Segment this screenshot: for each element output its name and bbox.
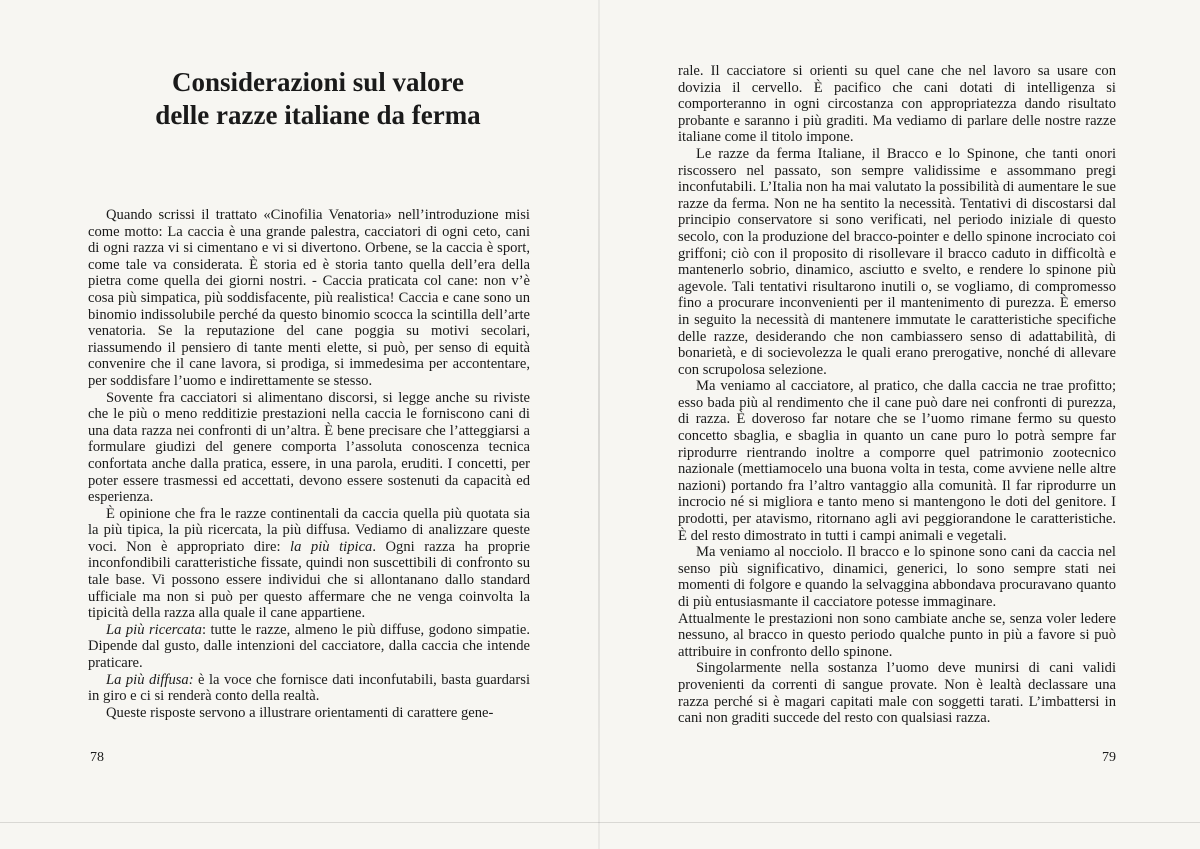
paragraph: rale. Il cacciatore si orienti su quel cane che nel lavoro sa usare con dovizia il cervello. È pacifico che cani dotati di intelligenza si comporteranno in ogni circostanza con appropriatezza dando risultato probante e saranno i più graditi. Ma vediamo di parlare delle nostre razze italiane come il titolo impone. — [678, 63, 1116, 146]
paragraph: La più ricercata: tutte le razze, almeno le più diffuse, godono simpatie. Dipende dal gusto, dalle intenzioni del cacciatore, dalla caccia che intende praticare. — [88, 621, 531, 672]
paragraph: Sovente fra cacciatori si alimentano discorsi, si legge anche su riviste che le più o meno redditizie prestazioni nella caccia le forniscono cani di una data razza nei confronti di un’altra. È bene precisare che l’atteggiarsi a formulare giudizi del genere comporta l’assoluta conoscenza tecnica confortata anche dalla pratica, essere, in una parola, eruditi. I concetti, per poter essere trasmessi ed accettati, devono essere sostenuti da capacità ed esperienza. — [88, 389, 530, 506]
page-number-right: 79 — [1102, 750, 1116, 765]
paragraph: Ma veniamo al cacciatore, al pratico, che dalla caccia ne trae profitto; esso bada più al rendimento che il cane può dare nei confronti di purezza, di razza. È doveroso far notare che se l’uomo rimane fermo su questo concetto sbaglia, e sbaglia in quanto un cane puro lo potrà sempre far riprodurre rientrando inoltre a comporre quel patrimonio zootecnico nazionale (mettiamocelo una buona volta in testa, come avviene nelle altre nazioni) portando fra l’altro vantaggio alla comunità. Il far riprodurre un incrocio né si migliora e tanto meno si mantengono le doti del genitore. I prodotti, per atavismo, ritornano agli avi peggiorandone le caratteristiche. È del resto dimostrato in tutti i campi animali e vegetali. — [678, 378, 1116, 544]
paragraph: Le razze da ferma Italiane, il Bracco e lo Spinone, che tanti onori riscossero nel passato, son sempre validissime e assommano pregi inconfutabili. L’Italia non ha mai valutato la possibilità di aumentare le sue razze da ferma. Non ne ha sentito la necessità. Tentativi di discostarsi dal principio conservatore si sono verificati, nel periodo iniziale di questo secolo, con la produzione del bracco-pointer e dello spinone incrociato coi griffoni; ciò con il proposito di risollevare il bracco caduto in difficoltà e mantenerlo sobrio, dinamico, asciutto e svelto, e rendere lo spinone più agevole. Tali tentativi risultarono inutili o, se vogliamo, di compromesso fino a procurare inconvenienti per il mantenimento di purezza. È emerso in seguito la necessità di mantenere immutate le caratteristiche specifiche delle razze, desiderando che non cambiassero senso di adattabilità, di bonarietà, e di socievolezza le quali erano prerogative, nonché di allevare con scrupolosa selezione. — [678, 145, 1116, 378]
paragraph: Singolarmente nella sostanza l’uomo deve munirsi di cani validi provenienti da correnti di sangue provate. Non è lealtà declassare una razza perché si è magari capitati male con soggetti tarati. L’imbattersi in cani non graditi succede del resto con qualsiasi razza. — [678, 660, 1116, 727]
right-page — [600, 0, 1200, 849]
paragraph: Ma veniamo al nocciolo. Il bracco e lo spinone sono cani da caccia nel senso più significativo, dinamici, generici, lo sono sempre stati nei momenti di folgore e quando la selvaggina abbondava procuravano quanto di più entusiasmante il cacciatore potesse immaginare. — [678, 544, 1116, 610]
paragraph: Quando scrissi il trattato «Cinofilia Venatoria» nell’introduzione misi come motto: La caccia è una grande palestra, cacciatori di ogni ceto, cani di ogni razza vi si cimentano e vi si divertono. Orbene, se la caccia è sport, come tale va considerata. È storia ed è storia tanto quella dell’era della pietra come quella dei giorni nostri. - Caccia praticata col cane: non v’è cosa più simpatica, più soddisfacente, più realistica! Caccia e cane sono un binomio indissolubile perché da questo binomio scocca la scintilla dell’arte venatoria. Se la reputazione del cane poggia su motivi secolari, riassumendo il pensiero di tante menti elette, si può, per senso di equità convenire che il cane lavora, si prodiga, si immedesima per accontentare, per soddisfare l’uomo e indirettamente se stesso. — [88, 207, 530, 389]
chapter-title-line-1: Considerazioni sul valore — [171, 67, 465, 97]
right-text-column — [678, 63, 1116, 727]
paragraph: Attualmente le prestazioni non sono cambiate anche se, senza voler ledere nessuno, al bracco in questo periodo qualche punto in più a favore si può attribuire in confronto dello spinone. — [678, 610, 1116, 660]
italic-term: la più tipica — [290, 538, 373, 555]
page-number-left: 78 — [90, 750, 104, 765]
left-text-column — [88, 207, 530, 721]
chapter-title — [108, 66, 528, 132]
chapter-title-line-2: delle razze italiane da ferma — [155, 100, 481, 130]
left-page — [0, 0, 598, 849]
italic-term: La più ricercata — [106, 621, 202, 638]
paragraph: È opinione che fra le razze continentali da caccia quella più quotata sia la più tipica, la più ricercata, la più diffusa. Vediamo di analizzare queste voci. Non è appropriato dire: la più tipica. Ogni razza ha proprie inconfondibili caratteristiche fissate, quindi non suscettibili di confronto su tale base. Vi possono essere individui che si allontanano dallo standard ufficiale ma non si può per questo affermare che ne venga coinvolta la tipicità della razza alla quale il cane appartiene. — [88, 505, 530, 622]
italic-term: La più diffusa: — [106, 671, 194, 688]
paragraph: La più diffusa: è la voce che fornisce dati inconfutabili, basta guardarsi in giro e ci si renderà conto della realtà. — [88, 671, 530, 705]
paragraph: Queste risposte servono a illustrare orientamenti di carattere gene- — [106, 704, 494, 721]
page-bottom-edge — [0, 822, 1200, 823]
